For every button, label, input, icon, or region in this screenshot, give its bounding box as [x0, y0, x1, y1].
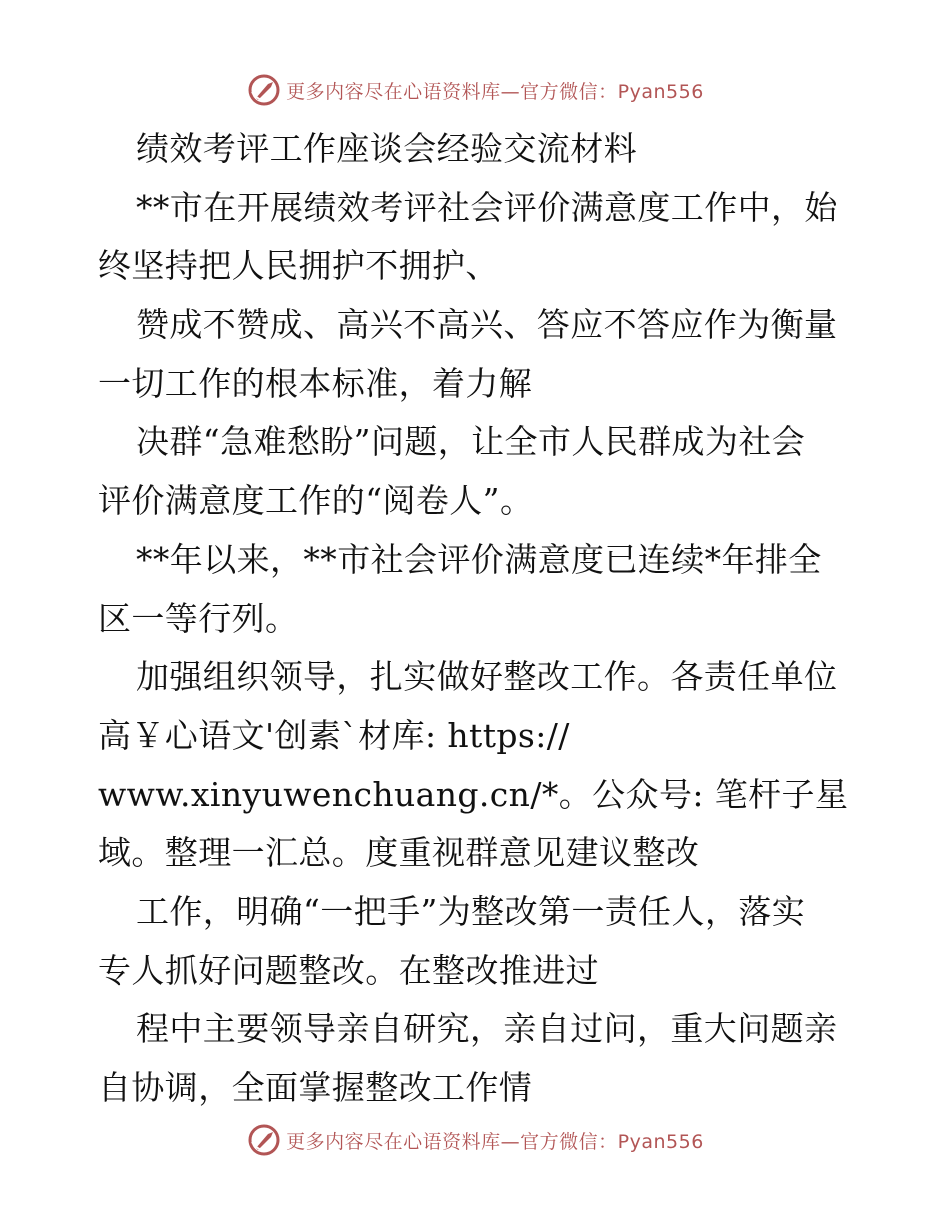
paragraph-line: **市在开展绩效考评社会评价满意度工作中，始	[136, 187, 838, 227]
paragraph-line: 工作，明确“一把手”为整改第一责任人，落实	[136, 891, 806, 931]
document-title: 绩效考评工作座谈会经验交流材料	[136, 129, 637, 168]
paragraph-line: 终坚持把人民拥护不拥护、	[98, 246, 499, 286]
pen-nib-logo-icon	[246, 72, 282, 108]
paragraph-line: 自协调，全面掌握整改工作情	[98, 1068, 533, 1107]
header-watermark	[0, 70, 950, 110]
paragraph-line: 评价满意度工作的“阅卷人”。	[98, 481, 534, 521]
footer-watermark	[0, 1120, 950, 1160]
watermark-text: 更多内容尽在心语资料库—官方微信：Pyan556	[286, 80, 704, 103]
paragraph-line: 赞成不赞成、高兴不高兴、答应不答应作为衡量	[136, 305, 838, 345]
paragraph-line: 一切工作的根本标准，着力解	[98, 363, 533, 403]
paragraph-line: www.xinyuwenchuang.cn/*。公众号: 笔杆子星	[98, 774, 849, 814]
paragraph-line: 高￥心语文'创素`材库: https://	[98, 715, 570, 755]
document-body	[98, 120, 858, 1118]
paragraph-line: **年以来，**市社会评价满意度已连续*年排全	[136, 539, 822, 579]
paragraph-line: 加强组织领导，扎实做好整改工作。各责任单位	[136, 657, 838, 697]
watermark-text: 更多内容尽在心语资料库—官方微信：Pyan556	[286, 1130, 704, 1153]
paragraph-line: 专人抓好问题整改。在整改推进过	[98, 950, 599, 990]
paragraph-line: 程中主要领导亲自研究，亲自过问，重大问题亲	[136, 1009, 838, 1049]
paragraph-line: 域。整理一汇总。度重视群意见建议整改	[98, 833, 700, 873]
paragraph-line: 决群“急难愁盼”问题，让全市人民群成为社会	[136, 422, 806, 462]
pen-nib-logo-icon	[246, 1122, 282, 1158]
paragraph-line: 区一等行列。	[98, 598, 299, 638]
